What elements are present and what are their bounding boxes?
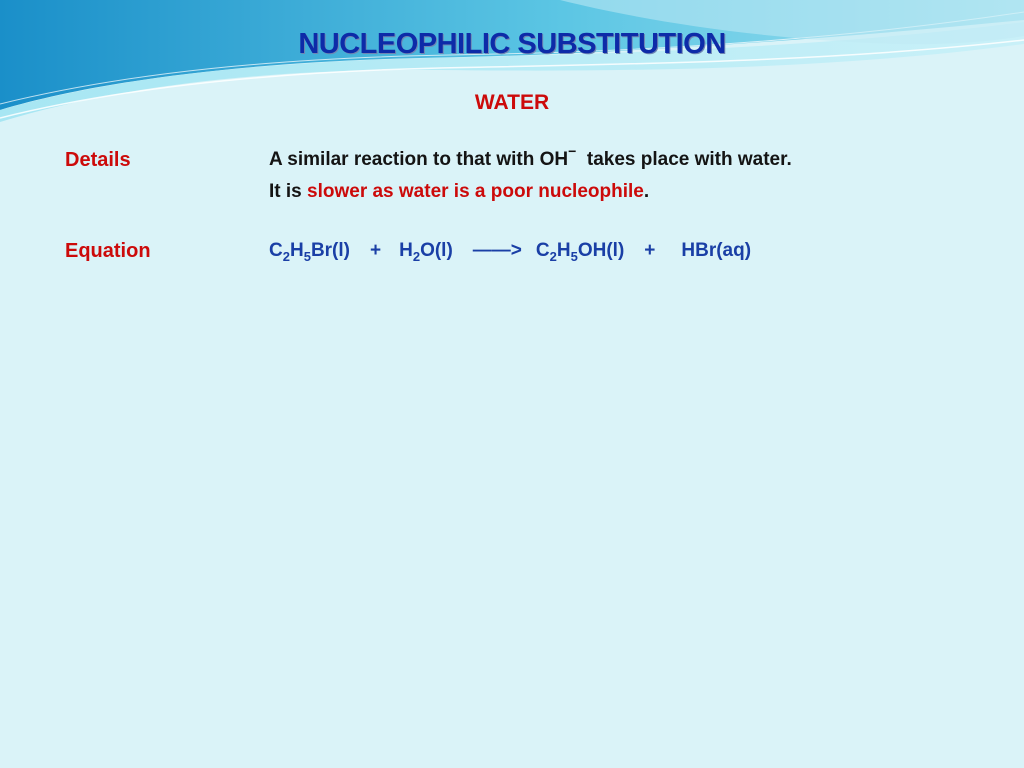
plus-sign-2: + [644,240,656,261]
chemical-equation [269,240,751,262]
details-highlight: slower as water is a poor nucleophile [307,181,644,202]
reactant-ethyl-bromide: $C_2H_5Br(l)$ [269,240,350,264]
product-ethanol: $C_2H_5OH(l)$ [535,240,625,264]
details-line-1-start: A similar reaction to that with OH [269,149,569,170]
equation-label: Equation [65,240,151,262]
reactant-water: $H_2O(l)$ [399,240,453,264]
plus-sign-1: + [370,240,382,261]
slide-title: NUCLEOPHILIC SUBSTITUTION [298,28,726,60]
details-line-1-end: takes place with water. [586,149,792,170]
details-line-2-end: . [643,181,650,202]
reaction-arrow: ——> [472,240,522,261]
details-line-2-start: It is [269,181,308,202]
product-hydrogen-bromide: HBr(aq) [681,240,752,261]
details-line-2 [269,181,649,203]
hydroxide-charge: − [568,143,577,159]
slide-subtitle: WATER [474,91,550,114]
details-label: Details [65,149,131,171]
details-line-1 [269,143,792,171]
